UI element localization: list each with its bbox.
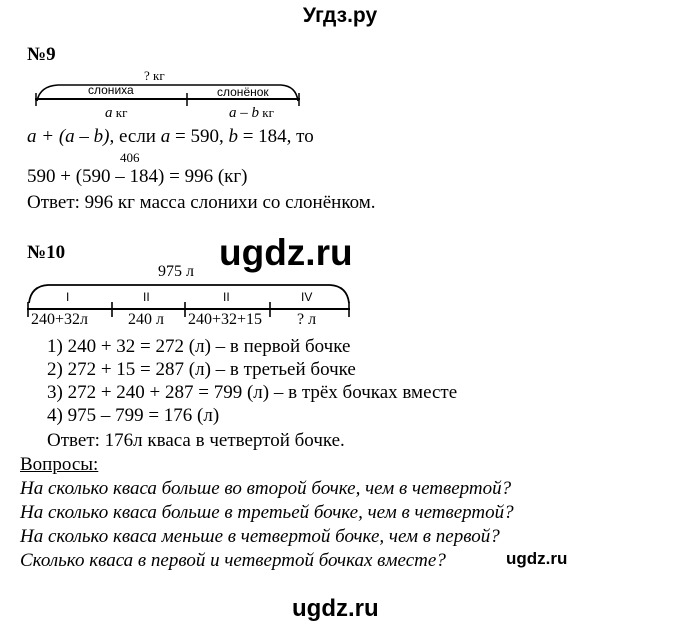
- task9-left-segment-label: слониха: [88, 83, 134, 97]
- task10-step-3: 3) 272 + 240 + 287 = 799 (л) – в трёх бочках вместе: [47, 382, 458, 403]
- task9-answer: Ответ: 996 кг масса слонихи со слонёнком.: [27, 192, 376, 213]
- task10-step-2: 2) 272 + 15 = 287 (л) – в третьей бочке: [47, 359, 356, 380]
- task9-calculation: 590 + (590 – 184) = 996 (кг): [27, 166, 248, 187]
- task9-right-segment-label: слонёнок: [217, 85, 269, 99]
- questions-title: Вопросы:: [20, 454, 99, 475]
- task10-step-4: 4) 975 – 799 = 176 (л): [47, 405, 220, 426]
- question-2: На сколько кваса больше в третьей бочке, чем в четвертой?: [20, 502, 514, 523]
- task10-below-2: 240 л: [128, 311, 164, 328]
- task10-number: №10: [27, 242, 66, 263]
- task9-number: №9: [27, 44, 56, 65]
- task10-step-1: 1) 240 + 32 = 272 (л) – в первой бочке: [47, 336, 351, 357]
- task10-segment-4: IV: [301, 290, 313, 304]
- task10-below-3: 240+32+15: [188, 311, 263, 328]
- task9-intermediate-value: 406: [120, 150, 140, 165]
- question-3: На сколько кваса меньше в четвертой бочке, чем в первой?: [20, 526, 500, 547]
- task10-below-4: ? л: [297, 311, 317, 328]
- task10-segment-3: II: [223, 290, 230, 304]
- task10-segment-1: I: [66, 290, 70, 304]
- task10-total-label: 975 л: [158, 263, 194, 280]
- task10-below-1: 240+32л: [31, 311, 89, 328]
- task9-expression: a + (a – b), если a = 590, b = 184, то: [27, 126, 314, 147]
- question-1: На сколько кваса больше во второй бочке, чем в четвертой?: [20, 478, 512, 499]
- watermark-footer: ugdz.ru: [292, 595, 379, 622]
- task10-segment-2: II: [143, 290, 150, 304]
- question-4: Сколько кваса в первой и четвертой бочках вместе?: [20, 550, 446, 571]
- task9-total-label: ? кг: [144, 68, 165, 83]
- task10-answer: Ответ: 176л кваса в четвертой бочке.: [47, 430, 345, 451]
- site-title: Угдз.ру: [302, 4, 378, 27]
- task9-right-below-label: a – b кг: [229, 105, 274, 121]
- watermark-main: ugdz.ru: [219, 232, 353, 273]
- task9-left-below-label: a кг: [105, 105, 128, 121]
- watermark-small: ugdz.ru: [506, 549, 568, 568]
